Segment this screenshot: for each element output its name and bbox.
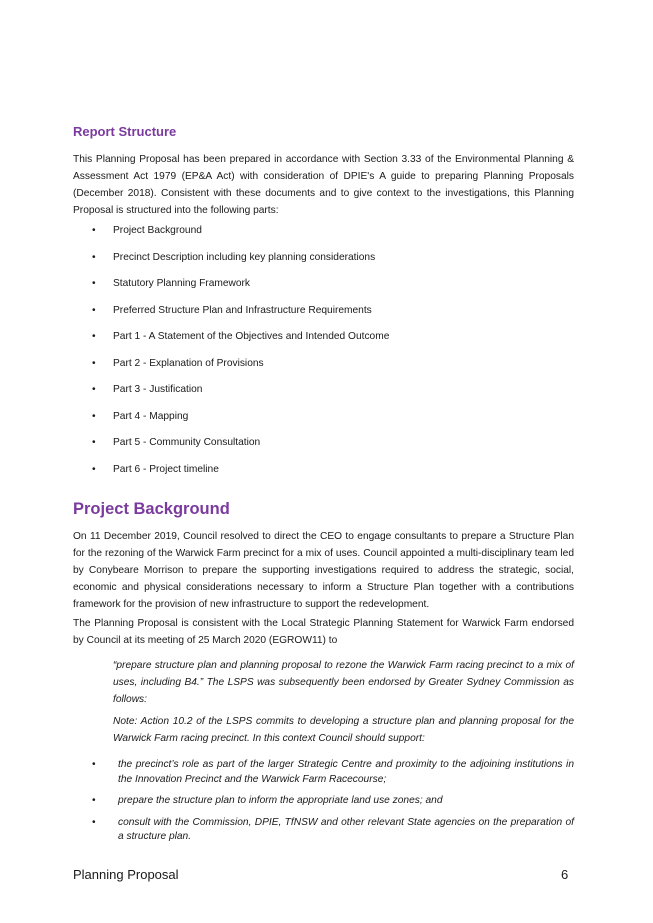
bullet-icon: • (92, 225, 96, 236)
list-item: • consult with the Commission, DPIE, TfNSW and other relevant State agencies on the preparation of a structure plan. (92, 816, 574, 842)
footer-title: Planning Proposal (73, 867, 179, 882)
bullet-icon: • (92, 795, 96, 806)
list-item: • prepare the structure plan to inform the appropriate land use zones; and (113, 794, 574, 809)
list-item: • the precinct’s role as part of the larger Strategic Centre and proximity to the adjoining institutions in the Innovation Precinct and the Warwick Farm Racecourse; (92, 759, 574, 785)
bullet-icon: • (92, 437, 96, 448)
project-background-para-1: On 11 December 2019, Council resolved to direct the CEO to engage consultants to prepare a Structure Plan for the rezoning of the Warwick Farm precinct for a mix of uses. Council appointed a multi-disciplinary team led by Conybeare Morrison to prepare the supporting investigations required to address the strategic, social, economic and physical considerations necessary to inform a Structure Plan together with a contributions framework for the provision of new infrastructure to support the redevelopment. (73, 531, 574, 610)
bullet-icon: • (92, 331, 96, 342)
bullet-icon: • (92, 384, 96, 395)
project-background-para-2: The Planning Proposal is consistent with the Local Strategic Planning Statement for Warwick Farm endorsed by Council at its meeting of 25 March 2020 (EGROW11) to (73, 618, 574, 646)
page-number: 6 (561, 867, 569, 882)
list-item: • Statutory Planning Framework (92, 275, 389, 302)
report-parts-list (92, 222, 389, 487)
report-structure-intro: This Planning Proposal has been prepared in accordance with Section 3.33 of the Environmental Planning & Assessment Act 1979 (EP&A Act) with consideration of DPIE's A guide to preparing Planning Proposals (December 2018). Consistent with these documents and to give context to the investigations, this Planning Proposal is structured into the following parts: (73, 154, 574, 216)
list-item: • Preferred Structure Plan and Infrastructure Requirements (92, 302, 389, 329)
bullet-icon: • (92, 278, 96, 289)
lsps-quote-2: Note: Action 10.2 of the LSPS commits to developing a structure plan and planning proposal for the Warwick Farm racing precinct. In this context Council should support: (113, 716, 574, 744)
project-background-heading: Project Background (73, 500, 230, 518)
bullet-icon: • (92, 759, 96, 770)
bullet-icon: • (92, 410, 96, 422)
list-item: • Part 4 - Mapping (92, 408, 389, 435)
bullet-icon: • (92, 304, 96, 316)
lsps-quote-1: “prepare structure plan and planning proposal to rezone the Warwick Farm racing precinct to a mix of uses, including B4.” The LSPS was subsequently been endorsed by Greater Sydney Commission as follows: (113, 660, 574, 705)
list-item: • Precinct Description including key planning considerations (92, 249, 389, 276)
list-item: • Part 5 - Community Consultation (92, 434, 389, 461)
bullet-icon: • (92, 463, 96, 475)
list-item: • Part 6 - Project timeline (92, 461, 389, 488)
bullet-icon: • (92, 357, 96, 369)
lsps-support-list (92, 758, 574, 852)
list-item: • Part 3 - Justification (92, 381, 389, 408)
list-item: • Part 2 - Explanation of Provisions (92, 355, 389, 382)
report-structure-heading: Report Structure (73, 124, 177, 139)
bullet-icon: • (92, 816, 96, 828)
list-item: • Part 1 - A Statement of the Objectives and Intended Outcome (92, 328, 389, 355)
bullet-icon: • (92, 251, 96, 263)
list-item: • Project Background (92, 222, 389, 249)
